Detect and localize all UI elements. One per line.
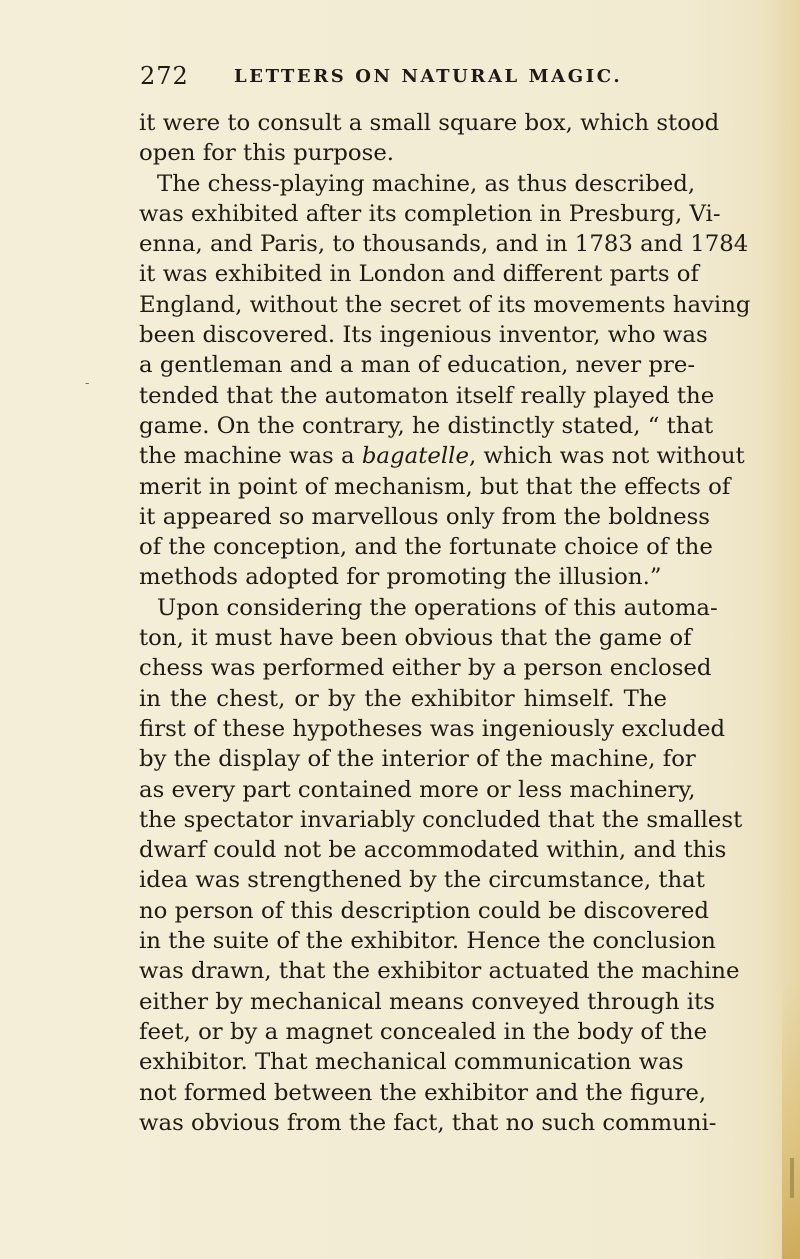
page-header (140, 62, 660, 96)
text-line: was obvious from the fact, that no such communi- (139, 1109, 717, 1136)
text-line: was exhibited after its completion in Presburg, Vi- (139, 200, 721, 227)
text-line: The chess-playing machine, as thus described, (157, 170, 696, 197)
page-number: 272 (140, 62, 189, 90)
text-line: it was exhibited in London and different parts of (139, 261, 699, 288)
text-line: no person of this description could be discovered (139, 897, 709, 924)
text-line: ton, it must have been obvious that the game of (139, 625, 692, 652)
italic-word: bagatelle (361, 443, 469, 470)
text-line: it were to consult a small square box, which stood (139, 110, 720, 136)
text-line: it appeared so marvellous only from the boldness (139, 503, 710, 530)
text-line: not formed between the exhibitor and the figure, (139, 1079, 707, 1106)
text-line: tended that the automaton itself really played the (139, 382, 715, 409)
text-line: as every part contained more or less machinery, (139, 776, 696, 803)
text-line: was drawn, that the exhibitor actuated the machine (139, 958, 740, 985)
text-line: first of these hypotheses was ingeniously excluded (139, 715, 726, 742)
text-line: by the display of the interior of the machine, for (139, 746, 696, 773)
body-text (139, 108, 751, 1138)
text-line: feet, or by a magnet concealed in the body of the (139, 1018, 708, 1045)
text-line: Upon considering the operations of this automa- (157, 594, 718, 621)
text-line: open for this purpose. (139, 140, 395, 167)
text-line: exhibitor. That mechanical communication was (139, 1049, 684, 1076)
margin-tick: ‐ (85, 376, 90, 391)
text-line: merit in point of mechanism, but that the effects of (139, 473, 731, 500)
running-title: LETTERS ON NATURAL MAGIC. (234, 66, 623, 87)
page-edge-stain (782, 980, 800, 1259)
text-line: the machine was a bagatelle, which was not without (139, 443, 745, 470)
text-line: enna, and Paris, to thousands, and in 1783 and 1784 (139, 231, 749, 258)
text-line: idea was strengthened by the circumstance, that (139, 867, 705, 894)
text-line: the spectator invariably concluded that the smallest (139, 806, 743, 833)
text-line: game. On the contrary, he distinctly stated, “ that (139, 412, 714, 439)
text-line: either by mechanical means conveyed through its (139, 988, 715, 1015)
text-line: in the suite of the exhibitor. Hence the conclusion (139, 928, 716, 955)
text-line: in the chest, or by the exhibitor himself. The (139, 685, 667, 712)
text-line: a gentleman and a man of education, never pre- (139, 352, 696, 379)
text-line: dwarf could not be accommodated within, and this (139, 837, 727, 864)
text-line: of the conception, and the fortunate choice of the (139, 534, 713, 561)
text-line: chess was performed either by a person enclosed (139, 655, 712, 682)
text-line: been discovered. Its ingenious inventor, who was (139, 322, 708, 349)
edge-mark (790, 1158, 794, 1198)
text-line: England, without the secret of its movements having (139, 291, 751, 318)
text-line: methods adopted for promoting the illusion.” (139, 564, 662, 591)
